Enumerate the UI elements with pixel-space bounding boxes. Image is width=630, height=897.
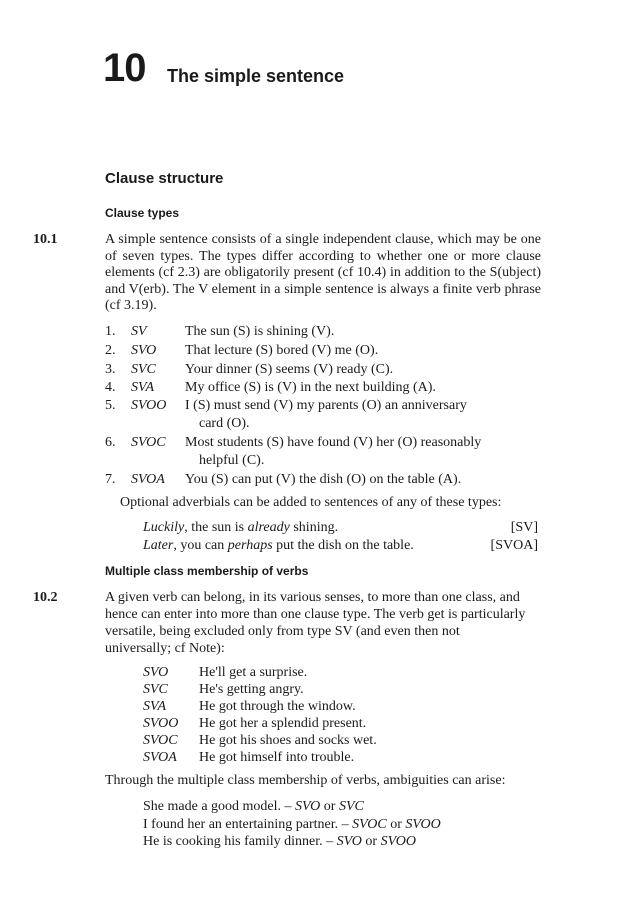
paragraph-line: versatile, being excluded only from type SV (and even then not [105, 624, 460, 639]
body-paragraph: A simple sentence consists of a single independent clause, which may be one of seven types. The types differ according to whether one or more clause elements (cf 2.3) are obligatorily present (cf 10.4) in addition to the S(ubject) and V(erb). The V element in a simple sentence is always a finite verb phrase (cf 3.19). [105, 232, 541, 313]
ambiguity-example: He is cooking his family dinner. – SVO or SVOO [143, 834, 416, 849]
chapter-number: 10 [103, 46, 146, 90]
get-example: SVO He'll get a surprise. [143, 665, 308, 680]
list-item-continuation: helpful (C). [199, 453, 265, 468]
paragraph-line: hence can enter into more than one clause type. The verb get is particularly [105, 607, 526, 622]
get-example: SVOC He got his shoes and socks wet. [143, 733, 377, 748]
list-item: 1. SV The sun (S) is shining (V). [105, 324, 335, 339]
section-number: 10.1 [33, 232, 58, 247]
section-number: 10.2 [33, 590, 58, 605]
list-item: 7. SVOA You (S) can put (V) the dish (O) on the table (A). [105, 472, 462, 487]
paragraph-line: universally; cf Note): [105, 641, 225, 656]
paragraph-line: A given verb can belong, in its various senses, to more than one class, and [105, 590, 520, 605]
ambiguity-note: Through the multiple class membership of verbs, ambiguities can arise: [105, 773, 506, 788]
subsection-heading-clause-types: Clause types [105, 206, 180, 220]
get-example: SVOO He got her a splendid present. [143, 716, 367, 731]
subsection-heading-multiple-class: Multiple class membership of verbs [105, 564, 309, 578]
get-example: SVA He got through the window. [143, 699, 356, 714]
list-item-continuation: card (O). [199, 416, 250, 431]
list-item: 4. SVA My office (S) is (V) in the next building (A). [105, 380, 436, 395]
list-item: 6. SVOC Most students (S) have found (V) her (O) reasonably [105, 435, 482, 450]
list-item: 5. SVOO I (S) must send (V) my parents (O) an anniversary [105, 398, 467, 413]
example-tag: [SV] [510, 520, 538, 535]
ambiguity-example: She made a good model. – SVO or SVC [143, 799, 364, 814]
get-example: SVOA He got himself into trouble. [143, 750, 355, 765]
example-tag: [SVOA] [490, 538, 538, 553]
optional-adverbials-note: Optional adverbials can be added to sentences of any of these types: [120, 495, 502, 510]
ambiguity-example: I found her an entertaining partner. – SVOC or SVOO [143, 817, 441, 832]
example-line: Luckily, the sun is already shining. [SV] [143, 520, 538, 535]
section-heading: Clause structure [105, 170, 224, 187]
get-example: SVC He's getting angry. [143, 682, 304, 697]
list-item: 3. SVC Your dinner (S) seems (V) ready (C). [105, 362, 394, 377]
example-line: Later, you can perhaps put the dish on the table. [SVOA] [143, 538, 538, 553]
chapter-title: The simple sentence [167, 66, 345, 86]
list-item: 2. SVO That lecture (S) bored (V) me (O). [105, 343, 379, 358]
